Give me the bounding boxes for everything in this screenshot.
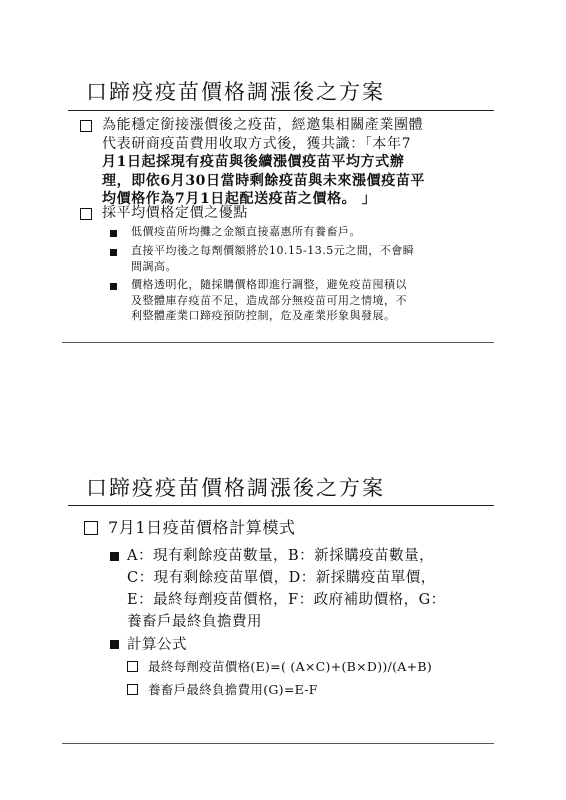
- slide-bottom: [0, 400, 566, 800]
- formula-row: [127, 681, 318, 699]
- list-item: 價格透明化，隨採購價格即進行調整，避免疫苗囤積以 及整體庫存疫苗不足，造成部分無疫苗可用之情境，不 利整體產業口蹄疫預防控制，危及產業形象與發展。: [110, 277, 407, 324]
- square-bullet-icon: [110, 249, 117, 256]
- definitions-item: [110, 545, 446, 633]
- formula-label: 計算公式: [127, 637, 187, 653]
- consensus-text: 為能穩定銜接漲價後之疫苗，經邀集相關產業團體 代表研商疫苗費用收取方式後，獲共識：「本年7 月1日起採現有疫苗與後續漲價疫苗平均方式辦 理，即依6月30日當時剩餘疫苗與未來漲價疫苗平 均價格作為7月1日起配送疫苗之價格。 」: [102, 117, 426, 207]
- formula-row: [127, 658, 432, 676]
- slide-title: 口蹄疫疫苗價格調漲後之方案: [86, 80, 385, 104]
- formula-vaccine-price: 最終每劑疫苗價格(E)=( (A×C)+(B×D))/(A+B): [148, 659, 433, 674]
- title-underline: [68, 505, 494, 506]
- checkbox-bullet-icon: [127, 684, 138, 695]
- bullet-consensus: [80, 116, 425, 209]
- square-bullet-icon: [110, 283, 117, 290]
- advantages-heading: 採平均價格定價之優點: [102, 205, 248, 221]
- checkbox-bullet-icon: [84, 521, 98, 535]
- variable-definitions: A：現有剩餘疫苗數量，B：新採購疫苗數量， C：現有剩餘疫苗單價，D：新採購疫苗單價， E：最終每劑疫苗價格，F：政府補助價格，G： 養畜戶最終負擔費用: [127, 548, 446, 630]
- list-item: 直接平均後之每劑價額將於10.15-13.5元之間，不會瞬 間調高。: [110, 243, 414, 274]
- slide-bottom-divider: [62, 743, 494, 744]
- square-bullet-icon: [110, 640, 119, 649]
- title-underline: [68, 110, 494, 111]
- checkbox-bullet-icon: [80, 208, 92, 220]
- checkbox-bullet-icon: [127, 661, 138, 672]
- bullet-advantages: [80, 204, 248, 223]
- square-bullet-icon: [110, 552, 119, 561]
- slide-bottom-divider: [62, 342, 494, 343]
- slide-title: 口蹄疫疫苗價格調漲後之方案: [86, 476, 385, 500]
- checkbox-bullet-icon: [80, 120, 92, 132]
- formula-farmer-cost: 養畜戶最終負擔費用(G)=E-F: [148, 682, 318, 697]
- square-bullet-icon: [110, 230, 117, 237]
- list-item: 低價疫苗所均攤之金額直接嘉惠所有養畜戶。: [110, 224, 361, 240]
- calculation-model-heading: 7月1日疫苗價格計算模式: [108, 518, 296, 537]
- bullet-calculation-model: [84, 518, 296, 538]
- formula-heading-item: [110, 634, 187, 656]
